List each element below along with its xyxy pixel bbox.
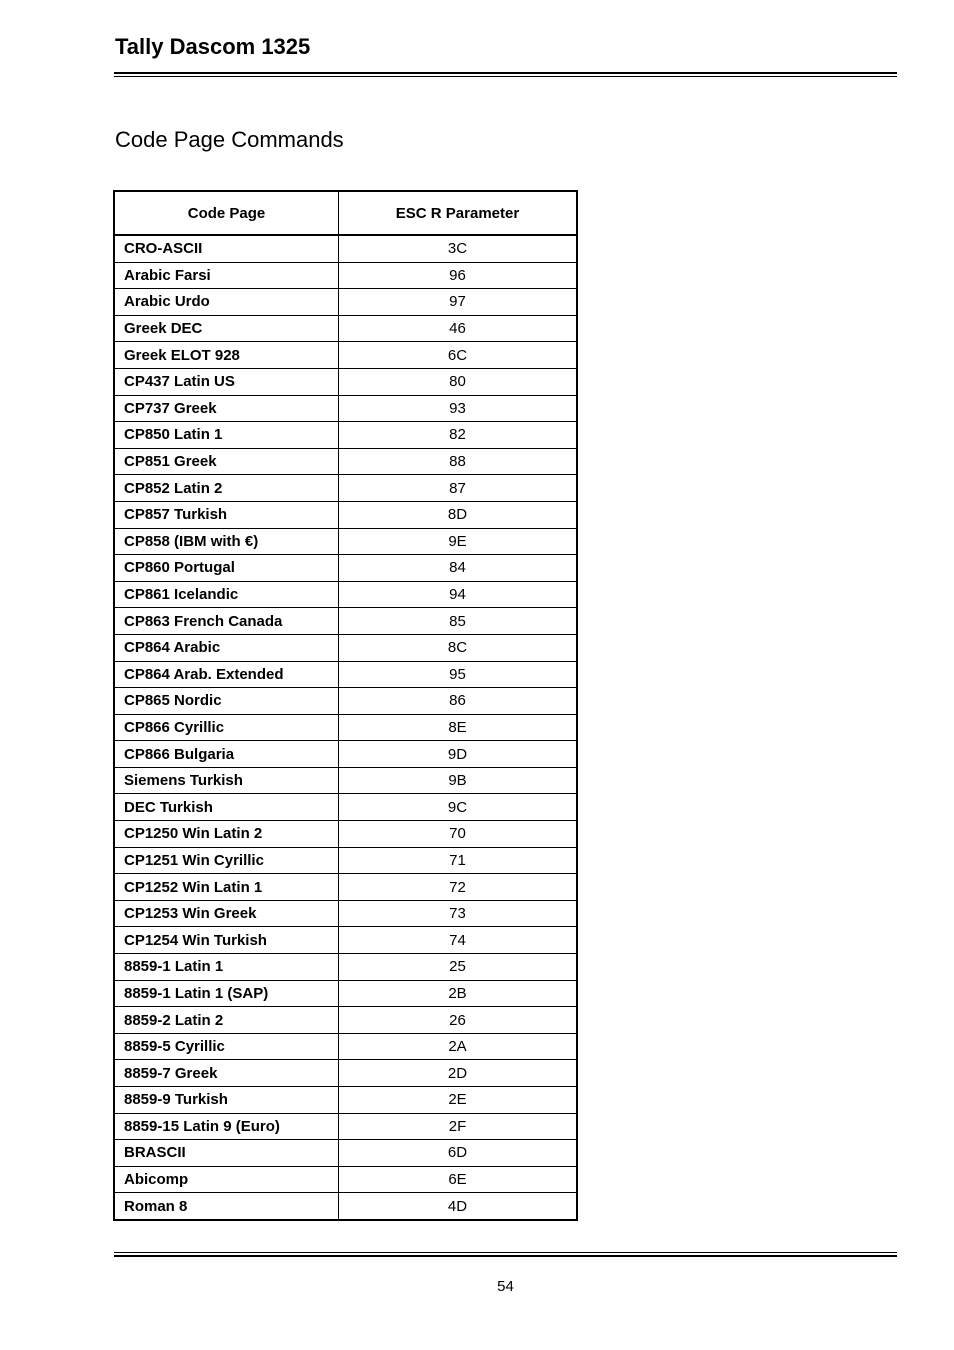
- table-body: [114, 235, 577, 1220]
- code-page-name-cell: CP858 (IBM with €): [114, 528, 339, 555]
- table-row: [114, 794, 577, 821]
- table-row: [114, 342, 577, 369]
- esc-r-parameter-cell: 72: [339, 874, 578, 901]
- esc-r-parameter-cell: 84: [339, 555, 578, 582]
- table-row: [114, 422, 577, 449]
- table-row: [114, 927, 577, 954]
- code-page-name-cell: CP737 Greek: [114, 395, 339, 422]
- code-page-name-cell: 8859-1 Latin 1 (SAP): [114, 980, 339, 1007]
- table-row: [114, 954, 577, 981]
- table-row: [114, 1060, 577, 1087]
- esc-r-parameter-cell: 94: [339, 581, 578, 608]
- code-page-name-cell: DEC Turkish: [114, 794, 339, 821]
- table-row: [114, 847, 577, 874]
- table-row: [114, 1033, 577, 1060]
- code-page-name-cell: CP861 Icelandic: [114, 581, 339, 608]
- code-page-name-cell: CP850 Latin 1: [114, 422, 339, 449]
- esc-r-parameter-cell: 71: [339, 847, 578, 874]
- table-row: [114, 980, 577, 1007]
- header-divider: [114, 72, 897, 74]
- page-number: 54: [497, 1278, 514, 1295]
- esc-r-parameter-cell: 87: [339, 475, 578, 502]
- code-page-name-cell: Abicomp: [114, 1166, 339, 1193]
- table-row: [114, 315, 577, 342]
- table-row: [114, 395, 577, 422]
- esc-r-parameter-cell: 6D: [339, 1140, 578, 1167]
- code-page-name-cell: CP857 Turkish: [114, 501, 339, 528]
- esc-r-parameter-cell: 2A: [339, 1033, 578, 1060]
- code-page-name-cell: Greek ELOT 928: [114, 342, 339, 369]
- table-row: [114, 741, 577, 768]
- esc-r-parameter-cell: 82: [339, 422, 578, 449]
- table-row: [114, 448, 577, 475]
- table-row: [114, 235, 577, 262]
- code-page-name-cell: 8859-5 Cyrillic: [114, 1033, 339, 1060]
- esc-r-parameter-cell: 6C: [339, 342, 578, 369]
- esc-r-parameter-cell: 26: [339, 1007, 578, 1034]
- code-page-name-cell: Arabic Farsi: [114, 262, 339, 289]
- code-page-name-cell: 8859-15 Latin 9 (Euro): [114, 1113, 339, 1140]
- esc-r-parameter-cell: 8C: [339, 634, 578, 661]
- code-page-name-cell: CP1251 Win Cyrillic: [114, 847, 339, 874]
- esc-r-parameter-cell: 2E: [339, 1087, 578, 1114]
- esc-r-parameter-cell: 9B: [339, 767, 578, 794]
- esc-r-parameter-cell: 9C: [339, 794, 578, 821]
- code-page-name-cell: CP864 Arabic: [114, 634, 339, 661]
- table-row: [114, 528, 577, 555]
- code-page-name-cell: 8859-9 Turkish: [114, 1087, 339, 1114]
- document-header-title: Tally Dascom 1325: [115, 34, 311, 59]
- table-row: [114, 714, 577, 741]
- table-row: [114, 688, 577, 715]
- code-page-name-cell: 8859-1 Latin 1: [114, 954, 339, 981]
- esc-r-parameter-cell: 74: [339, 927, 578, 954]
- table-row: [114, 874, 577, 901]
- esc-r-parameter-cell: 9D: [339, 741, 578, 768]
- code-page-name-cell: Arabic Urdo: [114, 289, 339, 316]
- esc-r-parameter-cell: 86: [339, 688, 578, 715]
- code-page-name-cell: CP866 Bulgaria: [114, 741, 339, 768]
- table-row: [114, 1007, 577, 1034]
- column-header-code-page: Code Page: [114, 191, 339, 235]
- esc-r-parameter-cell: 4D: [339, 1193, 578, 1220]
- code-page-name-cell: CP437 Latin US: [114, 368, 339, 395]
- esc-r-parameter-cell: 2D: [339, 1060, 578, 1087]
- table-row: [114, 475, 577, 502]
- table-row: [114, 1140, 577, 1167]
- table-row: [114, 1166, 577, 1193]
- esc-r-parameter-cell: 96: [339, 262, 578, 289]
- esc-r-parameter-cell: 2F: [339, 1113, 578, 1140]
- table-row: [114, 608, 577, 635]
- table-row: [114, 767, 577, 794]
- esc-r-parameter-cell: 97: [339, 289, 578, 316]
- code-page-name-cell: CP1252 Win Latin 1: [114, 874, 339, 901]
- table-row: [114, 1113, 577, 1140]
- esc-r-parameter-cell: 9E: [339, 528, 578, 555]
- code-page-name-cell: 8859-7 Greek: [114, 1060, 339, 1087]
- code-page-name-cell: CP1250 Win Latin 2: [114, 821, 339, 848]
- table-row: [114, 555, 577, 582]
- esc-r-parameter-cell: 8D: [339, 501, 578, 528]
- code-page-name-cell: CRO-ASCII: [114, 235, 339, 262]
- esc-r-parameter-cell: 25: [339, 954, 578, 981]
- table-row: [114, 1087, 577, 1114]
- table-row: [114, 368, 577, 395]
- column-header-esc-r-parameter: ESC R Parameter: [339, 191, 578, 235]
- esc-r-parameter-cell: 6E: [339, 1166, 578, 1193]
- table-row: [114, 501, 577, 528]
- esc-r-parameter-cell: 95: [339, 661, 578, 688]
- esc-r-parameter-cell: 73: [339, 900, 578, 927]
- code-page-name-cell: 8859-2 Latin 2: [114, 1007, 339, 1034]
- esc-r-parameter-cell: 3C: [339, 235, 578, 262]
- table-row: [114, 634, 577, 661]
- esc-r-parameter-cell: 8E: [339, 714, 578, 741]
- code-page-name-cell: Roman 8: [114, 1193, 339, 1220]
- esc-r-parameter-cell: 85: [339, 608, 578, 635]
- code-page-name-cell: CP866 Cyrillic: [114, 714, 339, 741]
- table-row: [114, 661, 577, 688]
- code-page-name-cell: CP865 Nordic: [114, 688, 339, 715]
- header-divider-thin: [114, 76, 897, 77]
- footer-divider: [114, 1255, 897, 1257]
- table-row: [114, 900, 577, 927]
- table-header-row: [114, 191, 577, 235]
- table-row: [114, 262, 577, 289]
- code-page-name-cell: CP851 Greek: [114, 448, 339, 475]
- table-row: [114, 289, 577, 316]
- code-page-name-cell: CP860 Portugal: [114, 555, 339, 582]
- section-title: Code Page Commands: [115, 127, 344, 152]
- table-row: [114, 821, 577, 848]
- table-row: [114, 581, 577, 608]
- footer-divider-thin: [114, 1252, 897, 1253]
- esc-r-parameter-cell: 80: [339, 368, 578, 395]
- code-page-name-cell: BRASCII: [114, 1140, 339, 1167]
- esc-r-parameter-cell: 46: [339, 315, 578, 342]
- code-page-name-cell: CP864 Arab. Extended: [114, 661, 339, 688]
- code-page-name-cell: Siemens Turkish: [114, 767, 339, 794]
- esc-r-parameter-cell: 70: [339, 821, 578, 848]
- esc-r-parameter-cell: 2B: [339, 980, 578, 1007]
- code-page-name-cell: CP1254 Win Turkish: [114, 927, 339, 954]
- code-page-table: [113, 190, 578, 1221]
- esc-r-parameter-cell: 93: [339, 395, 578, 422]
- code-page-name-cell: CP1253 Win Greek: [114, 900, 339, 927]
- code-page-name-cell: CP863 French Canada: [114, 608, 339, 635]
- table-row: [114, 1193, 577, 1220]
- code-page-name-cell: CP852 Latin 2: [114, 475, 339, 502]
- esc-r-parameter-cell: 88: [339, 448, 578, 475]
- code-page-name-cell: Greek DEC: [114, 315, 339, 342]
